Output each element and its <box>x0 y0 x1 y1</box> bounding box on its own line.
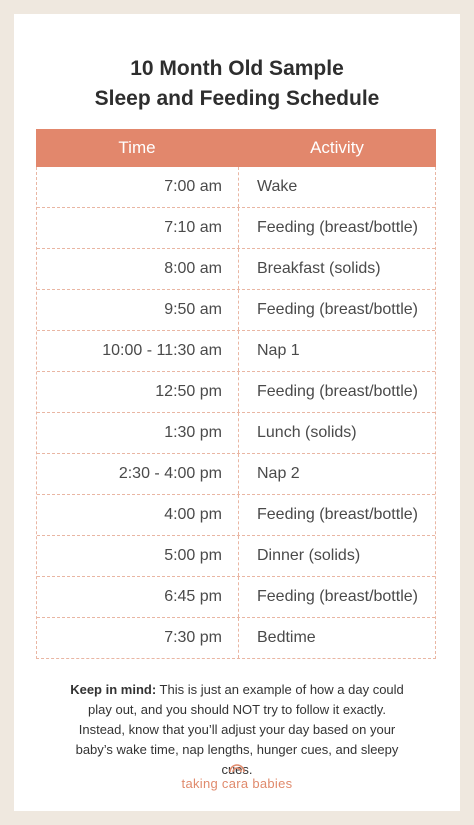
activity-cell: Lunch (solids) <box>257 424 357 441</box>
table-row <box>37 453 435 494</box>
activity-cell: Feeding (breast/bottle) <box>257 506 418 523</box>
page-title <box>14 54 460 114</box>
time-cell: 5:00 pm <box>37 536 239 576</box>
schedule-table <box>36 129 436 659</box>
activity-cell: Feeding (breast/bottle) <box>257 219 418 236</box>
table-row <box>37 167 435 207</box>
header-time: Time <box>118 138 156 157</box>
table-row <box>37 289 435 330</box>
time-cell: 10:00 - 11:30 am <box>37 331 239 371</box>
time-cell: 7:30 pm <box>37 618 239 658</box>
activity-cell: Feeding (breast/bottle) <box>257 383 418 400</box>
activity-cell: Breakfast (solids) <box>257 260 381 277</box>
time-cell: 8:00 am <box>37 249 239 289</box>
schedule-card <box>14 14 460 811</box>
time-cell: 9:50 am <box>37 290 239 330</box>
table-row <box>37 207 435 248</box>
time-cell: 7:00 am <box>37 167 239 207</box>
time-cell: 7:10 am <box>37 208 239 248</box>
table-row <box>37 535 435 576</box>
rainbow-icon <box>228 761 246 773</box>
note-body: This is just an example of how a day could play out, and you should NOT try to follow it exactly. Instead, know that you’ll adjust your day based on your baby’s wake time, nap lengths, hunger cues, and sleepy cues. <box>75 682 404 777</box>
activity-cell: Feeding (breast/bottle) <box>257 588 418 605</box>
activity-cell: Bedtime <box>257 629 316 646</box>
table-body <box>36 167 436 659</box>
note-lead: Keep in mind: <box>70 682 157 697</box>
time-cell: 6:45 pm <box>37 577 239 617</box>
time-cell: 4:00 pm <box>37 495 239 535</box>
title-line-1: 10 Month Old Sample <box>130 57 344 80</box>
brand-name: taking cara babies <box>181 776 293 791</box>
table-row <box>37 412 435 453</box>
table-row <box>37 371 435 412</box>
time-cell: 12:50 pm <box>37 372 239 412</box>
time-cell: 1:30 pm <box>37 413 239 453</box>
table-row <box>37 330 435 371</box>
table-header <box>36 129 436 167</box>
time-cell: 2:30 - 4:00 pm <box>37 454 239 494</box>
activity-cell: Dinner (solids) <box>257 547 361 564</box>
table-row <box>37 576 435 617</box>
title-line-2: Sleep and Feeding Schedule <box>94 87 380 110</box>
table-row <box>37 617 435 658</box>
header-activity: Activity <box>310 138 364 157</box>
activity-cell: Feeding (breast/bottle) <box>257 301 418 318</box>
activity-cell: Nap 2 <box>257 465 300 482</box>
table-row <box>37 494 435 535</box>
activity-cell: Wake <box>257 178 298 195</box>
activity-cell: Nap 1 <box>257 342 300 359</box>
table-row <box>37 248 435 289</box>
